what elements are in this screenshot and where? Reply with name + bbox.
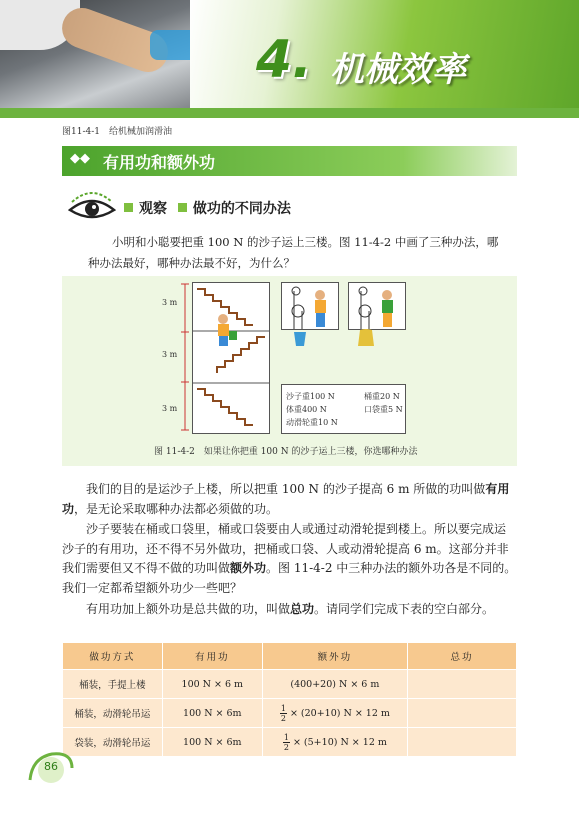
cell-total-blank[interactable]: [408, 670, 517, 699]
paragraph-useful-work: [62, 480, 517, 519]
pulley-panel-bag: [348, 282, 406, 330]
pulley-bucket-drawing: [282, 283, 338, 329]
note-pulley: 动滑轮重10 N: [286, 418, 338, 427]
column-header: 有用功: [162, 643, 262, 670]
text: 我们的目的是运沙子上楼，所以把重 100 N 的沙子提高 6 m 所做的功叫做: [86, 482, 486, 496]
fraction: [280, 704, 287, 723]
text: 有用功加上额外功是总共做的功，叫做: [86, 602, 291, 616]
fraction-denominator: 2: [283, 742, 289, 752]
extra-expression: × (20+10) N × 12 m: [289, 707, 390, 719]
green-square-icon: [124, 203, 133, 212]
table-row: [63, 699, 517, 728]
paragraph-total-work: [62, 600, 517, 620]
text: 沙子要装在桶或口袋里，桶或口袋要由人或通过动滑轮提到楼上。所以要完成运沙子的有用功，还不得不另外做功，把桶或口袋、人或动滑轮提高 6 m。这部分并非我们需要但又不得不做的功叫做: [62, 522, 509, 575]
weights-panel: [281, 384, 406, 434]
text: 。图 11-4-2 中三种办法的额外功各是不同的。我们一定都希望额外功少一些吧？: [62, 561, 517, 595]
note-bucket: 桶重20 N: [364, 392, 400, 401]
figure-caption: 图 11-4-2 如果让你把重 100 N 的沙子运上三楼，你选哪种办法: [154, 447, 418, 457]
keyword-useful-work: 有用功: [62, 482, 510, 516]
cell-total-blank[interactable]: [408, 728, 517, 757]
fraction-numerator: 1: [283, 732, 289, 742]
height-label: 3 m: [162, 298, 178, 307]
diamond-icon: ◆◆: [70, 151, 90, 166]
height-label: 3 m: [162, 404, 178, 413]
pulley-bag-drawing: [349, 283, 405, 329]
header-stripe: [0, 108, 579, 118]
cell-useful: 100 N × 6m: [162, 728, 262, 757]
stairs-panel: [192, 282, 270, 434]
work-table: [62, 642, 517, 757]
observe-heading: [124, 198, 291, 218]
cell-useful: 100 N × 6 m: [162, 670, 262, 699]
eye-icon: [68, 188, 116, 226]
column-header: 额外功: [262, 643, 407, 670]
fraction-denominator: 2: [280, 713, 286, 723]
keyword-total-work: 总功: [290, 602, 315, 616]
section-title: 有用功和额外功: [103, 153, 216, 172]
cell-total-blank[interactable]: [408, 699, 517, 728]
note-body: 体重400 N: [286, 405, 327, 414]
observe-title: 做功的不同办法: [192, 201, 291, 217]
table-header-row: [63, 643, 517, 670]
text: ，是无论采取哪种办法都必须做的功。: [74, 501, 279, 516]
height-label: 3 m: [162, 350, 178, 359]
height-arrows: [180, 282, 190, 432]
chapter-number: 4.: [256, 30, 312, 90]
cell-method: 桶装，动滑轮吊运: [63, 699, 163, 728]
note-sand: 沙子重100 N: [286, 392, 335, 401]
extra-expression: × (5+10) N × 12 m: [292, 736, 387, 748]
load-drawings: [290, 328, 410, 350]
photo-caption: 图11-4-1 给机械加润滑油: [62, 127, 172, 137]
stairs-drawing: [193, 283, 269, 433]
column-header: 总功: [408, 643, 517, 670]
note-bag: 口袋重5 N: [364, 405, 403, 414]
cell-method: 袋装，动滑轮吊运: [63, 728, 163, 757]
cell-method: 桶装，手提上楼: [63, 670, 163, 699]
fraction: [283, 733, 290, 752]
table-row: [63, 670, 517, 699]
column-header: 做功方式: [63, 643, 163, 670]
observe-label: 观察: [139, 201, 167, 217]
text: 。请同学们完成下表的空白部分。: [314, 602, 495, 616]
keyword-extra-work: 额外功: [230, 561, 267, 575]
paragraph-extra-work: [62, 520, 517, 598]
page-number: 86: [44, 760, 58, 773]
green-square-icon: [178, 203, 187, 212]
cell-extra: [262, 728, 407, 757]
chapter-title: 机械效率: [330, 50, 466, 90]
cell-useful: 100 N × 6m: [162, 699, 262, 728]
fraction-numerator: 1: [280, 703, 286, 713]
cell-extra: (400+20) N × 6 m: [262, 670, 407, 699]
table-row: [63, 728, 517, 757]
intro-paragraph: 小明和小聪要把重 100 N 的沙子运上三楼。图 11-4-2 中画了三种办法，哪种办法最好，哪种办法最不好，为什么？: [88, 235, 499, 270]
cell-extra: [262, 699, 407, 728]
pulley-panel-bucket: [281, 282, 339, 330]
